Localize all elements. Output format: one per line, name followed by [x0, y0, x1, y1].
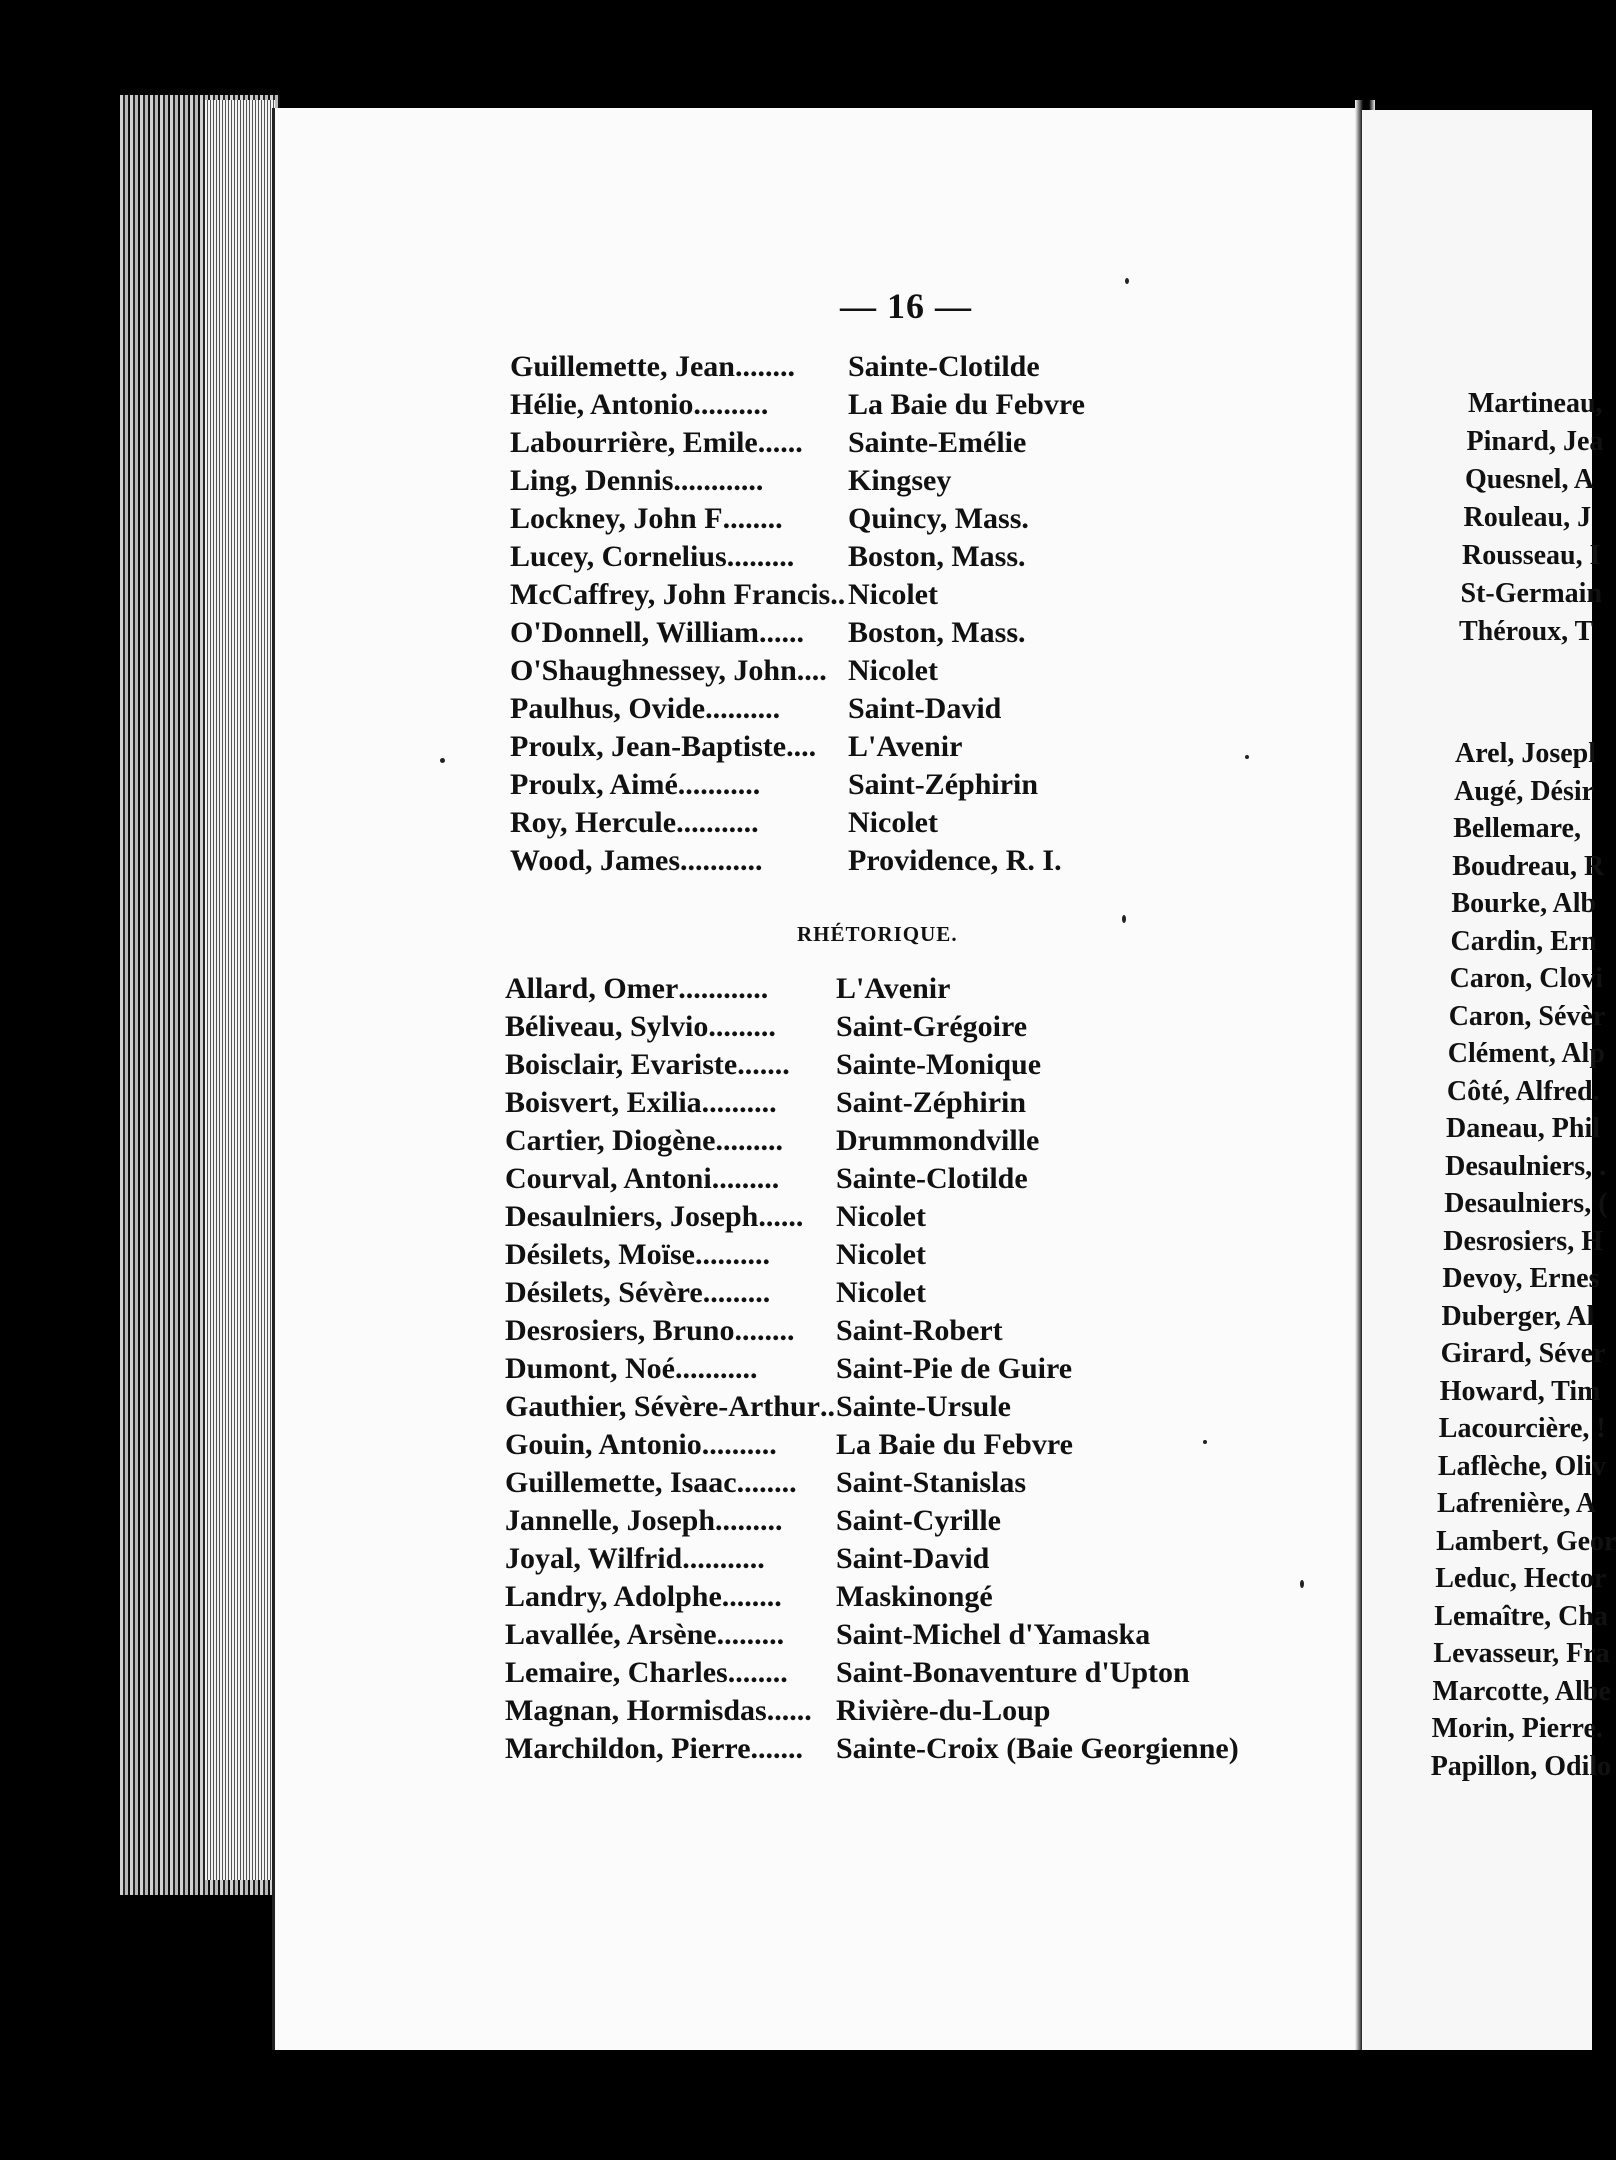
right-page-entry: Théroux, T: [1459, 616, 1594, 647]
student-place: Boston, Mass.: [848, 616, 1026, 649]
right-page-entry: Girard, Séver: [1440, 1338, 1606, 1369]
student-place: Saint-Zéphirin: [848, 768, 1039, 801]
leader-dots: ..........: [701, 1086, 777, 1119]
right-page-entry: Rouleau, J: [1463, 502, 1592, 533]
student-place: Nicolet: [836, 1276, 926, 1309]
list-item: [505, 1580, 993, 1614]
list-item: [505, 1466, 1027, 1500]
list-item: [505, 1010, 1028, 1044]
student-name: Marchildon, Pierre: [505, 1732, 751, 1765]
student-name: Desrosiers, Bruno: [505, 1314, 735, 1347]
right-page-entry: Leduc, Hector: [1435, 1563, 1607, 1594]
student-place: Saint-Bonaventure d'Upton: [836, 1656, 1190, 1689]
list-item: [505, 1086, 1027, 1120]
list-item: [510, 426, 1027, 460]
right-page-entry: Lafrenière, A: [1437, 1488, 1597, 1519]
right-page-entry: Desaulniers, .: [1445, 1150, 1607, 1182]
list-item: [505, 1694, 1051, 1728]
student-place: Quincy, Mass.: [848, 502, 1029, 535]
student-name: Lemaire, Charles: [505, 1656, 728, 1689]
student-name: Dumont, Noé: [505, 1352, 675, 1385]
right-page-entry: Papillon, Odilo: [1430, 1750, 1612, 1782]
student-place: Saint-Pie de Guire: [836, 1352, 1073, 1385]
student-place: Nicolet: [848, 654, 938, 687]
list-item: [510, 502, 1029, 536]
student-name: Ling, Dennis: [510, 464, 674, 497]
student-place: Sainte-Clotilde: [848, 350, 1040, 383]
student-name: Gouin, Antonio: [505, 1428, 702, 1461]
leader-dots: ..: [819, 1390, 835, 1423]
leader-dots: ..........: [694, 1238, 770, 1271]
list-item: [510, 616, 1026, 650]
student-place: Saint-Grégoire: [836, 1010, 1028, 1043]
student-name: Desaulniers, Joseph: [505, 1200, 759, 1233]
right-page-entry: Caron, Sévèr: [1448, 1000, 1606, 1032]
student-place: Sainte-Monique: [836, 1048, 1042, 1081]
student-name: Désilets, Sévère: [505, 1276, 703, 1309]
list-item: [510, 578, 938, 612]
right-page-entry: Laflèche, Oliv: [1437, 1450, 1606, 1482]
student-name: Proulx, Aimé: [510, 768, 678, 801]
leader-dots: ......: [766, 1694, 812, 1727]
leader-dots: ........: [736, 1466, 797, 1499]
student-name: Lockney, John F: [510, 502, 723, 535]
list-item: [505, 1732, 1239, 1766]
leader-dots: ...........: [677, 768, 761, 801]
student-place: Drummondville: [836, 1124, 1040, 1157]
right-page-entry: Clément, Alp: [1447, 1038, 1605, 1069]
scan-speck: [1122, 915, 1126, 923]
leader-dots: .........: [711, 1162, 780, 1195]
leader-dots: ...........: [682, 1542, 765, 1575]
scan-speck: [1300, 1580, 1304, 1588]
leader-dots: .........: [715, 1504, 783, 1537]
list-item: [505, 1504, 1001, 1538]
list-item: [505, 1656, 1190, 1690]
leader-dots: ......: [757, 426, 803, 459]
leader-dots: ..........: [701, 1428, 777, 1461]
leader-dots: ......: [758, 616, 804, 649]
student-name: Jannelle, Joseph: [505, 1504, 716, 1537]
leader-dots: ..........: [705, 692, 781, 725]
student-place: Sainte-Croix (Baie Georgienne): [836, 1732, 1239, 1765]
student-place: Nicolet: [836, 1238, 926, 1271]
student-place: Nicolet: [848, 806, 938, 839]
student-place: Maskinongé: [836, 1580, 993, 1613]
student-name: Courval, Antoni: [505, 1162, 712, 1195]
list-item: [510, 464, 952, 498]
student-place: La Baie du Febvre: [848, 388, 1085, 421]
page-number: — 16 —: [840, 286, 972, 326]
scan-speck: [1125, 278, 1129, 284]
student-name: Lucey, Cornelius: [510, 540, 727, 573]
student-place: Saint-David: [836, 1542, 990, 1575]
list-item: [505, 1618, 1151, 1652]
student-name: O'Shaughnessey, John: [510, 654, 797, 687]
right-page-entry: Morin, Pierre.: [1431, 1713, 1603, 1744]
list-item: [505, 972, 951, 1006]
list-item: [505, 1200, 926, 1234]
student-name: Gauthier, Sévère-Arthur: [505, 1390, 820, 1423]
right-page-entry: Boudreau, R: [1452, 850, 1605, 882]
list-item: [510, 768, 1039, 802]
list-item: [505, 1542, 990, 1576]
leader-dots: ....: [786, 730, 817, 763]
student-name: Allard, Omer: [505, 972, 679, 1005]
right-page-entry: Howard, Tim: [1439, 1375, 1601, 1407]
student-place: Saint-Michel d'Yamaska: [836, 1618, 1151, 1651]
student-place: Saint-Stanislas: [836, 1466, 1027, 1499]
student-name: Boisvert, Exilia: [505, 1086, 702, 1119]
right-page-entry: Arel, Josepl: [1455, 738, 1597, 769]
right-page-entry: Côté, Alfred.: [1446, 1075, 1600, 1107]
list-item: [505, 1238, 926, 1272]
student-place: Providence, R. I.: [848, 844, 1062, 877]
list-item: [505, 1352, 1073, 1386]
right-page-entry: Lacourcière, !: [1438, 1413, 1606, 1444]
list-item: [510, 844, 1062, 878]
student-name: Landry, Adolphe: [505, 1580, 722, 1613]
list-item: [505, 1314, 1003, 1348]
leader-dots: .......: [750, 1732, 804, 1765]
leader-dots: ......: [758, 1200, 804, 1233]
right-page-entry: Daneau, Phil: [1446, 1113, 1601, 1144]
leader-dots: .......: [737, 1048, 790, 1081]
student-name: Cartier, Diogène: [505, 1124, 716, 1157]
leader-dots: ....: [796, 654, 827, 687]
right-page-entry: Lemaître, Cha: [1434, 1600, 1608, 1632]
list-item: [510, 730, 963, 764]
student-name: Paulhus, Ovide: [510, 692, 706, 725]
student-name: Béliveau, Sylvio: [505, 1010, 709, 1043]
right-page-entry: Devoy, Ernes: [1442, 1263, 1600, 1294]
student-name: Guillemette, Isaac: [505, 1466, 737, 1499]
right-page-entry: Desaulniers, (: [1444, 1188, 1608, 1219]
student-place: Saint-Zéphirin: [836, 1086, 1027, 1119]
student-place: Sainte-Clotilde: [836, 1162, 1028, 1195]
list-item: [510, 350, 1040, 384]
right-page-entry: Quesnel, A: [1465, 464, 1595, 495]
leader-dots: ........: [721, 1580, 782, 1613]
student-place: Kingsey: [848, 464, 952, 497]
right-page-entry: Marcotte, Albe: [1432, 1675, 1611, 1707]
student-name: Proulx, Jean-Baptiste: [510, 730, 787, 763]
right-page-entry: Bourke, Alb: [1451, 888, 1597, 919]
leader-dots: .........: [726, 540, 795, 573]
student-name: O'Donnell, William: [510, 616, 759, 649]
student-place: La Baie du Febvre: [836, 1428, 1073, 1461]
student-name: Guillemette, Jean: [510, 350, 735, 383]
right-page-entry: Desrosiers, H: [1443, 1225, 1603, 1257]
student-name: Magnan, Hormisdas: [505, 1694, 767, 1727]
list-item: [510, 388, 1085, 422]
list-item: [505, 1124, 1040, 1158]
leader-dots: ..........: [693, 388, 769, 421]
leader-dots: ........: [734, 1314, 795, 1347]
list-item: [510, 692, 1002, 726]
right-page-entry: Levasseur, Fra: [1433, 1638, 1610, 1669]
student-name: Lavallée, Arsène: [505, 1618, 717, 1651]
right-page-entry: Bellemare,: [1453, 813, 1581, 844]
right-page-entry: St-Germain: [1460, 578, 1603, 609]
student-place: Sainte-Emélie: [848, 426, 1027, 459]
student-place: Rivière-du-Loup: [836, 1694, 1051, 1727]
student-place: L'Avenir: [848, 730, 963, 763]
student-place: Nicolet: [836, 1200, 926, 1233]
right-page-entry: Lambert, Geor: [1436, 1525, 1616, 1557]
student-name: Joyal, Wilfrid: [505, 1542, 683, 1575]
student-place: Saint-Cyrille: [836, 1504, 1001, 1537]
student-name: Désilets, Moïse: [505, 1238, 695, 1271]
leader-dots: ..: [830, 578, 846, 611]
right-page-entry: Pinard, Jea: [1466, 426, 1604, 457]
student-place: Saint-David: [848, 692, 1002, 725]
scan-speck: [1203, 1440, 1207, 1444]
list-item: [510, 654, 938, 688]
leader-dots: ............: [673, 464, 764, 497]
scan-speck: [440, 758, 445, 763]
leader-dots: .........: [716, 1618, 785, 1651]
page-edges-inner: [205, 100, 275, 1880]
student-name: McCaffrey, John Francis: [510, 578, 831, 611]
leader-dots: ........: [722, 502, 783, 535]
leader-dots: ...........: [680, 844, 763, 877]
right-page-entry: Caron, Clovi: [1449, 963, 1604, 994]
right-page-entry: Duberger, Al: [1441, 1300, 1595, 1332]
leader-dots: .........: [708, 1010, 776, 1043]
student-place: Saint-Robert: [836, 1314, 1003, 1347]
student-name: Labourrière, Emile: [510, 426, 758, 459]
student-name: Boisclair, Evariste: [505, 1048, 738, 1081]
leader-dots: ........: [727, 1656, 788, 1689]
right-page-entry: Cardin, Ern: [1450, 925, 1597, 957]
right-page-entry: Rousseau, I: [1462, 540, 1601, 571]
list-item: [505, 1048, 1042, 1082]
list-item: [505, 1162, 1028, 1196]
scan-speck: [1245, 755, 1249, 759]
leader-dots: .........: [715, 1124, 783, 1157]
right-page-entry: Martineau,: [1468, 388, 1603, 419]
student-place: Sainte-Ursule: [836, 1390, 1011, 1423]
student-place: L'Avenir: [836, 972, 951, 1005]
student-place: Nicolet: [848, 578, 938, 611]
student-place: Boston, Mass.: [848, 540, 1026, 573]
section-title: RHÉTORIQUE.: [797, 922, 958, 946]
right-page-entry: Augé, Désir: [1454, 775, 1595, 807]
list-item: [505, 1276, 926, 1310]
student-name: Roy, Hercule: [510, 806, 677, 839]
list-item: [505, 1428, 1073, 1462]
scan-background: [0, 2050, 1592, 2160]
list-item: [510, 540, 1026, 574]
list-item: [505, 1390, 1011, 1424]
leader-dots: .........: [702, 1276, 771, 1309]
leader-dots: ...........: [676, 806, 759, 839]
leader-dots: ...........: [675, 1352, 758, 1385]
leader-dots: ........: [734, 350, 795, 383]
student-name: Hélie, Antonio: [510, 388, 694, 421]
student-name: Wood, James: [510, 844, 681, 877]
leader-dots: ............: [678, 972, 769, 1005]
list-item: [510, 806, 938, 840]
